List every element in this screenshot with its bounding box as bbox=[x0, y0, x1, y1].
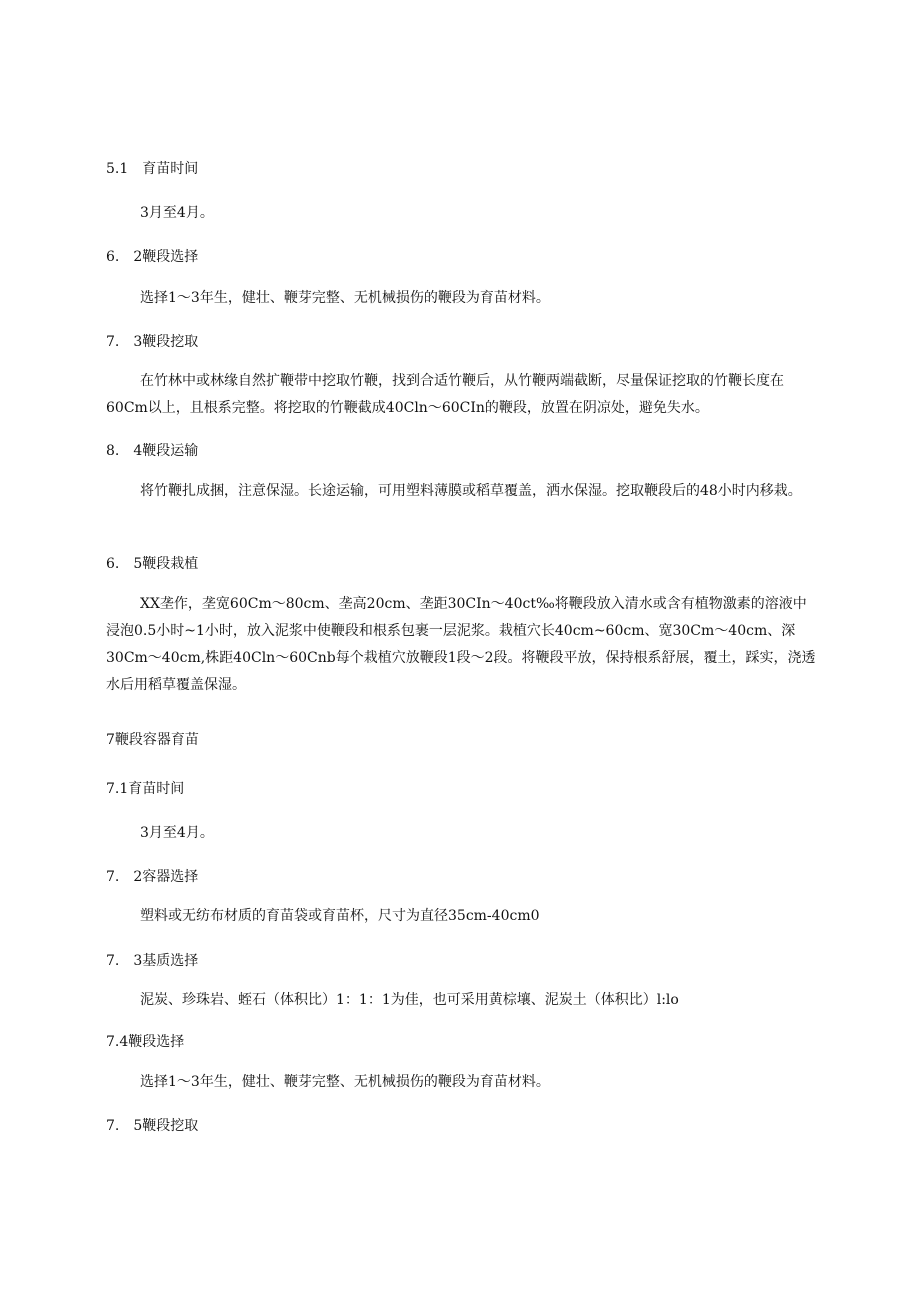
paragraph-segment-selection: 选择1～3年生，健壮、鞭芽完整、无机械损伤的鞭段为育苗材料。 bbox=[140, 290, 550, 306]
section-heading-7-1: 7.1育苗时间 bbox=[106, 781, 185, 797]
section-heading-7-4: 7.4鞭段选择 bbox=[106, 1034, 185, 1050]
paragraph-container-selection: 塑料或无纺布材质的育苗袋或育苗杯，尺寸为直径35cm-40cm0 bbox=[140, 908, 540, 924]
section-heading-6-2: 6. 2鞭段选择 bbox=[106, 249, 199, 265]
section-heading-7-2: 7. 2容器选择 bbox=[106, 869, 199, 885]
section-heading-7-5: 7. 5鞭段挖取 bbox=[106, 1118, 199, 1134]
paragraph-container-seedling-time: 3月至4月。 bbox=[140, 825, 214, 841]
paragraph-substrate-selection: 泥炭、珍珠岩、蛭石（体积比）1：1：1为佳，也可采用黄棕壤、泥炭土（体积比）l:lo bbox=[140, 992, 679, 1008]
paragraph-segment-planting: XX垄作，垄宽60Cm～80cm、垄高20cm、垄距30CIn～40ct‰将鞭段放入清水或含有植物激素的溶液中浸泡0.5小时~1小时，放入泥浆中使鞭段和根系包裹一层泥浆。栽植穴长40cm~60cm、宽30Cm～40cm、深30Cm～40cm,株距40Cln～60Cnb每个栽植穴放鞭段1段～2段。将鞭段平放，保持根系舒展，覆土，踩实，浇透水后用稻草覆盖保湿。 bbox=[106, 596, 816, 693]
paragraph-segment-digging: 在竹林中或林缘自然扩鞭带中挖取竹鞭，找到合适竹鞭后，从竹鞭两端截断，尽量保证挖取的竹鞭长度在60Cm以上，且根系完整。将挖取的竹鞭截成40Cln～60CIn的鞭段，放置在阴凉处，避免失水。 bbox=[106, 373, 784, 416]
section-heading-7-3b: 7. 3基质选择 bbox=[106, 953, 199, 969]
section-heading-8-4: 8. 4鞭段运输 bbox=[106, 443, 199, 459]
section-heading-5-1: 5.1 育苗时间 bbox=[106, 161, 199, 177]
paragraph-container-segment-selection: 选择1～3年生，健壮、鞭芽完整、无机械损伤的鞭段为育苗材料。 bbox=[140, 1074, 550, 1090]
paragraph-segment-transport: 将竹鞭扎成捆，注意保湿。长途运输，可用塑料薄膜或稻草覆盖，洒水保湿。挖取鞭段后的48小时内移栽。 bbox=[140, 483, 802, 499]
section-heading-7: 7鞭段容器育苗 bbox=[106, 732, 199, 748]
section-heading-6-5: 6. 5鞭段栽植 bbox=[106, 556, 199, 572]
section-heading-7-3: 7. 3鞭段挖取 bbox=[106, 334, 199, 350]
paragraph-seedling-time: 3月至4月。 bbox=[140, 205, 214, 221]
